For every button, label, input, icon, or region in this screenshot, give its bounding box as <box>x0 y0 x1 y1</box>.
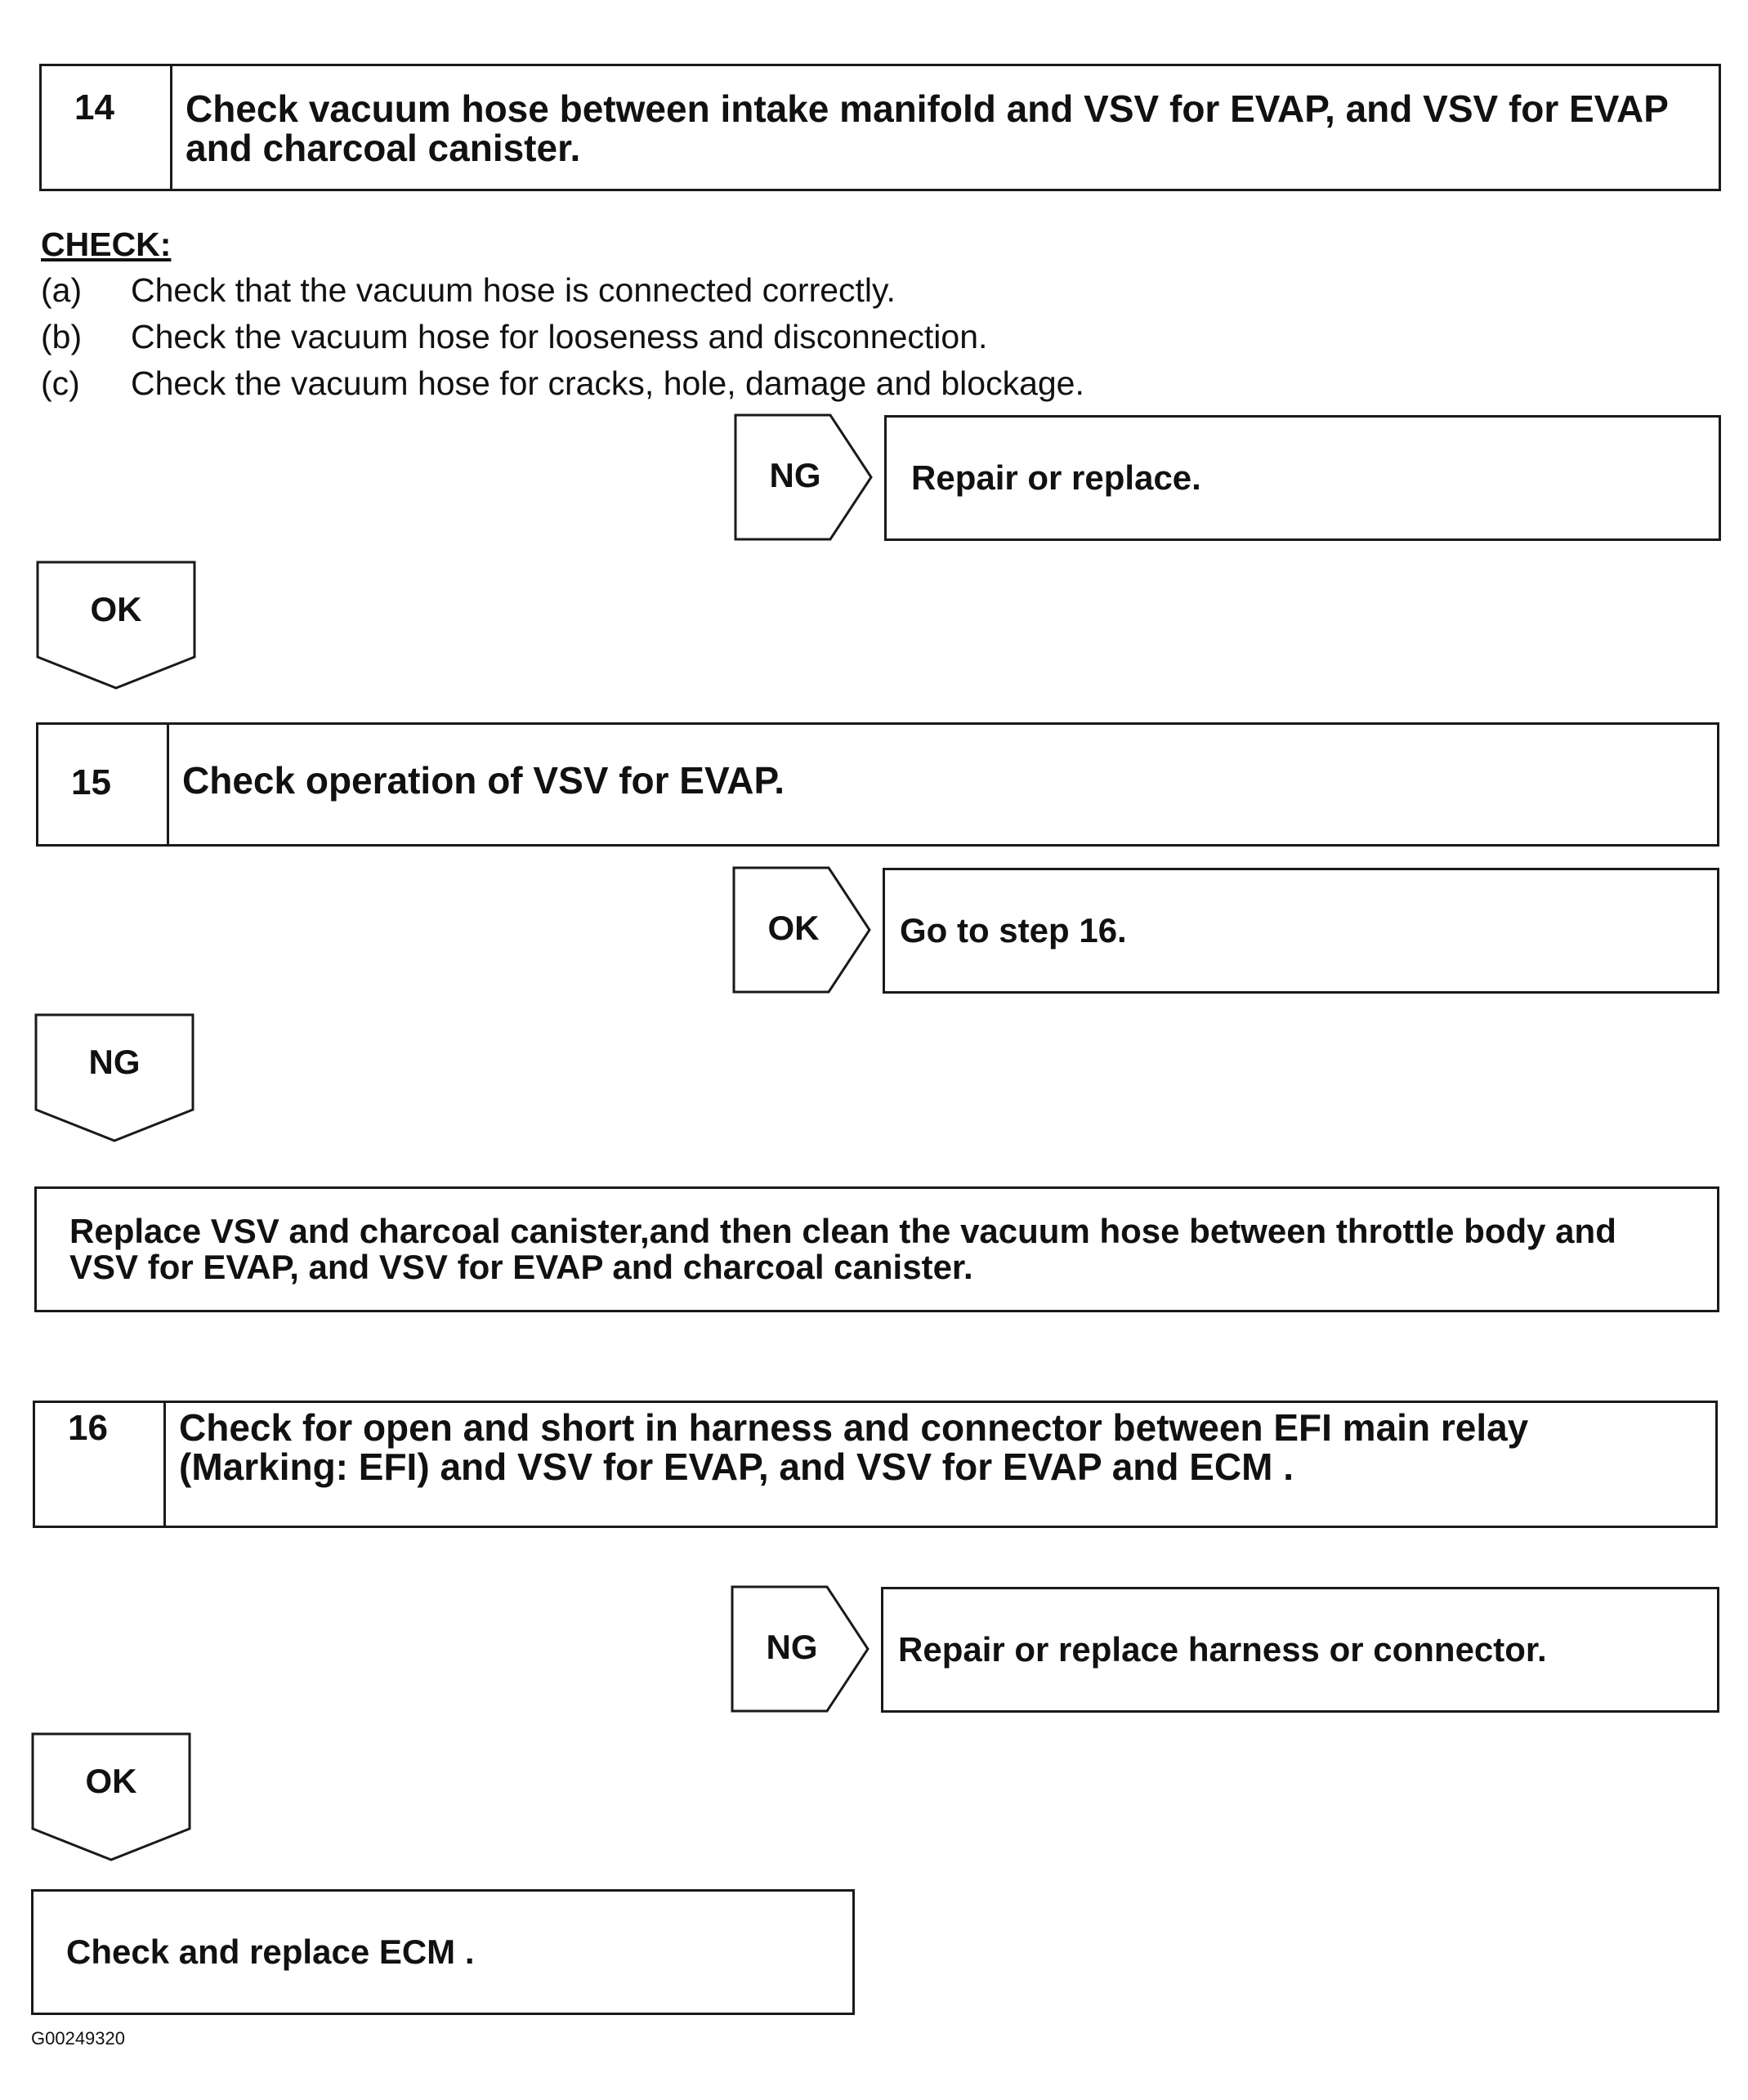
check-item-text: Check the vacuum hose for looseness and disconnection. <box>131 318 988 355</box>
step-14-ng-result: Repair or replace. <box>884 415 1721 541</box>
check-item-label: (a) <box>41 271 83 309</box>
step-15-ok-label: OK <box>767 909 820 947</box>
step-16-ng-arrow <box>731 1585 870 1713</box>
check-item-a <box>41 271 896 310</box>
figure-id: G00249320 <box>31 2028 125 2049</box>
step-15-title: Check operation of VSV for EVAP. <box>182 759 785 802</box>
step-15-box <box>36 722 1719 847</box>
step-16-title: Check for open and short in harness and connector between EFI main relay (Marking: EFI) and VSV for EVAP, and VSV for EVAP and ECM . <box>179 1406 1529 1488</box>
step-14-ng-arrow <box>734 413 873 541</box>
step-16-ok-label: OK <box>85 1762 137 1800</box>
step-14-number: 14 <box>42 66 172 189</box>
step-15-ng-arrow <box>34 1013 194 1142</box>
step-15-ok-result: Go to step 16. <box>883 868 1719 994</box>
check-heading: CHECK: <box>41 226 172 263</box>
step-16-box <box>33 1401 1718 1528</box>
step-15-ng-label: NG <box>88 1043 141 1081</box>
step-14-box <box>39 64 1721 191</box>
check-item-text: Check that the vacuum hose is connected correctly. <box>131 271 896 309</box>
check-item-label: (b) <box>41 318 83 355</box>
step-14-ng-label: NG <box>769 456 821 494</box>
check-item-text: Check the vacuum hose for cracks, hole, damage and blockage. <box>131 364 1084 402</box>
check-item-label: (c) <box>41 364 80 402</box>
step-15-number: 15 <box>38 725 169 844</box>
step-16-action: Check and replace ECM . <box>31 1889 855 2015</box>
step-14-title: Check vacuum hose between intake manifold and VSV for EVAP, and VSV for EVAP and charcoal canister. <box>186 87 1669 169</box>
step-16-number: 16 <box>35 1403 166 1526</box>
step-16-ng-result: Repair or replace harness or connector. <box>881 1587 1719 1713</box>
step-15-ok-arrow <box>732 866 871 994</box>
step-16-ng-label: NG <box>766 1628 818 1666</box>
check-item-b <box>41 318 987 356</box>
check-item-c <box>41 364 1084 403</box>
step-15-action: Replace VSV and charcoal canister,and then clean the vacuum hose between throttle body and VSV for EVAP, and VSV for EVAP and charcoal canister. <box>34 1186 1719 1312</box>
step-14-ok-label: OK <box>90 590 142 628</box>
step-16-ok-arrow <box>31 1732 191 1861</box>
step-14-ok-arrow <box>36 561 196 690</box>
